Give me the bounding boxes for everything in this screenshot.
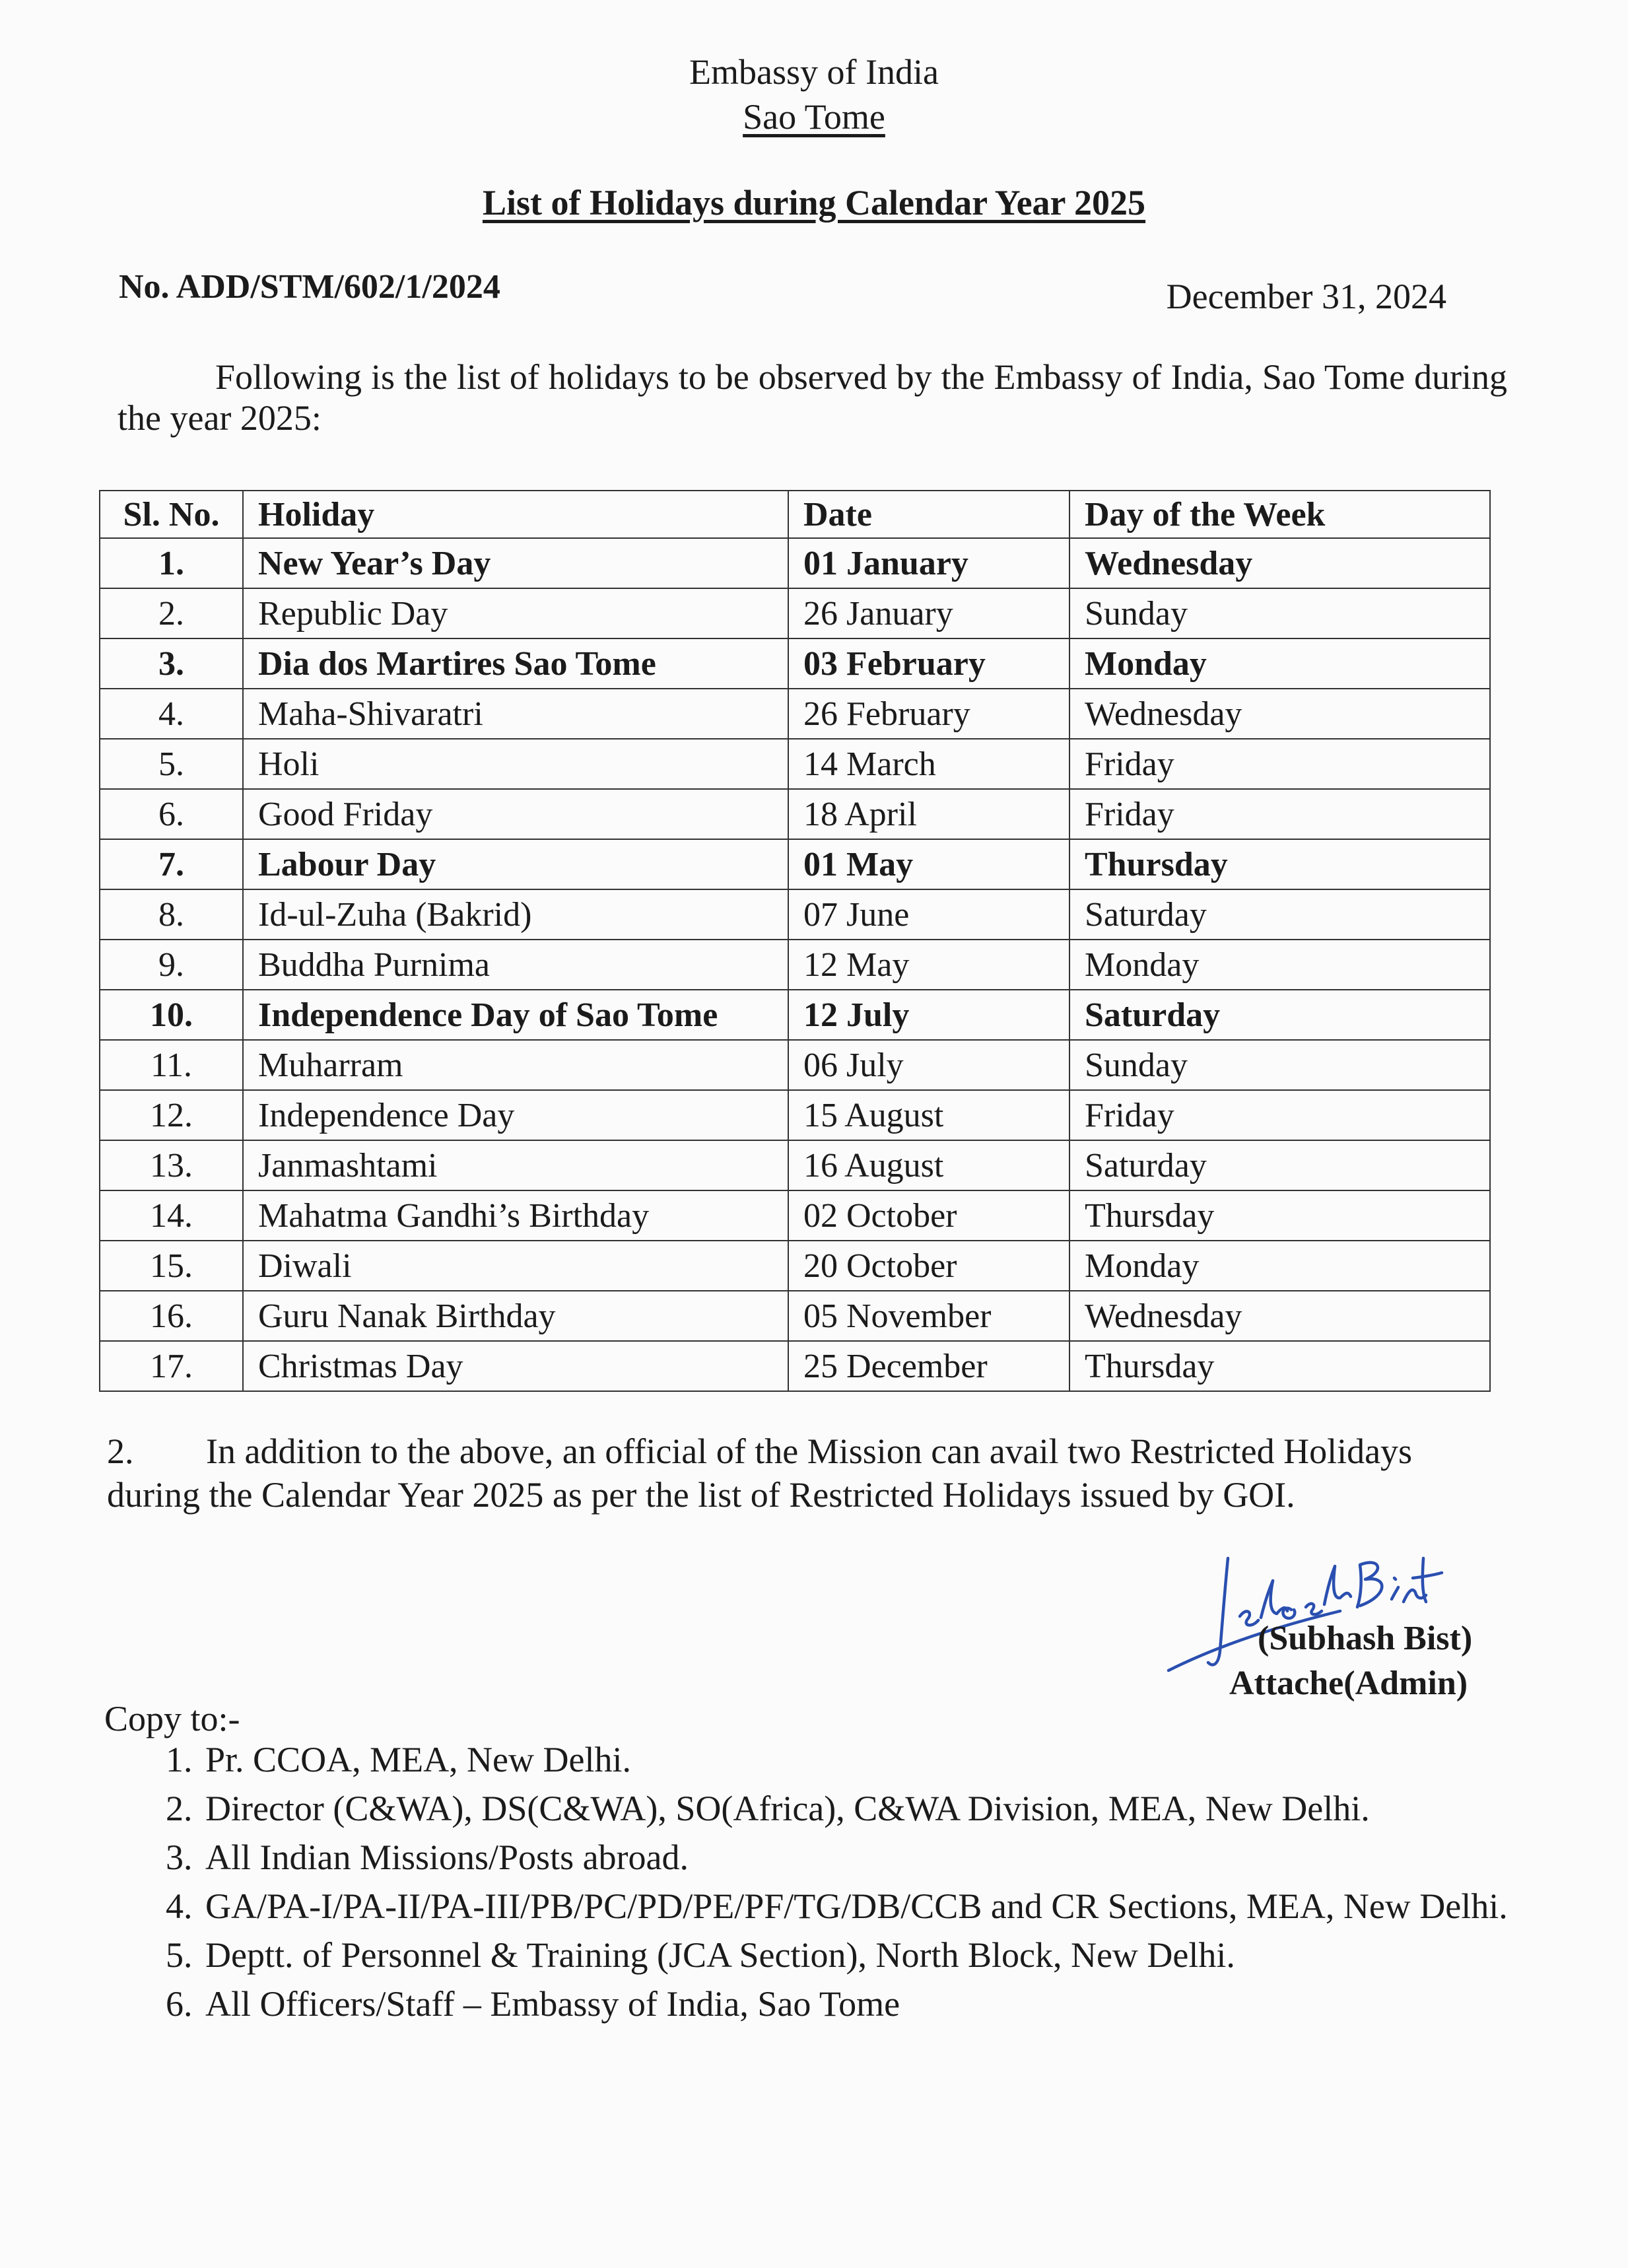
table-row <box>100 1341 1490 1391</box>
cell-holiday: Labour Day <box>243 839 788 889</box>
table-row <box>100 739 1490 789</box>
holiday-table-body <box>100 538 1490 1391</box>
cell-date: 18 April <box>788 789 1069 839</box>
cell-sl-no: 11. <box>100 1040 243 1090</box>
copy-to-list <box>149 1735 1561 2028</box>
cell-date: 14 March <box>788 739 1069 789</box>
cell-holiday: Mahatma Gandhi’s Birthday <box>243 1190 788 1241</box>
cell-holiday: Guru Nanak Birthday <box>243 1291 788 1341</box>
cell-sl-no: 1. <box>100 538 243 588</box>
holiday-table <box>99 490 1491 1392</box>
cell-sl-no: 4. <box>100 689 243 739</box>
list-item: 1. Pr. CCOA, MEA, New Delhi. <box>201 1735 1561 1784</box>
cell-sl-no: 8. <box>100 889 243 940</box>
cell-day: Sunday <box>1069 588 1490 638</box>
cell-holiday: Maha-Shivaratri <box>243 689 788 739</box>
signatory-name: (Subhash Bist) <box>1258 1620 1473 1657</box>
cell-sl-no: 15. <box>100 1241 243 1291</box>
cell-holiday: Muharram <box>243 1040 788 1090</box>
cell-day: Saturday <box>1069 1140 1490 1190</box>
table-row <box>100 1090 1490 1140</box>
cell-day: Sunday <box>1069 1040 1490 1090</box>
cell-day: Thursday <box>1069 1190 1490 1241</box>
cell-date: 16 August <box>788 1140 1069 1190</box>
document-title: List of Holidays during Calendar Year 2025 <box>482 183 1146 223</box>
cell-date: 12 July <box>788 990 1069 1040</box>
cell-date: 15 August <box>788 1090 1069 1140</box>
table-row <box>100 588 1490 638</box>
cell-day: Wednesday <box>1069 689 1490 739</box>
org-city: Sao Tome <box>743 97 885 137</box>
org-name: Embassy of India <box>689 52 939 92</box>
cell-day: Friday <box>1069 789 1490 839</box>
cell-day: Monday <box>1069 1241 1490 1291</box>
cell-day: Friday <box>1069 1090 1490 1140</box>
table-row <box>100 689 1490 739</box>
cell-day: Wednesday <box>1069 1291 1490 1341</box>
cell-date: 02 October <box>788 1190 1069 1241</box>
cell-date: 03 February <box>788 638 1069 689</box>
cell-sl-no: 13. <box>100 1140 243 1190</box>
table-row <box>100 990 1490 1040</box>
reference-number: No. ADD/STM/602/1/2024 <box>119 268 500 306</box>
cell-sl-no: 14. <box>100 1190 243 1241</box>
cell-holiday: Republic Day <box>243 588 788 638</box>
table-row <box>100 1291 1490 1341</box>
cell-sl-no: 17. <box>100 1341 243 1391</box>
cell-date: 25 December <box>788 1341 1069 1391</box>
signature-text: Subhash Bist <box>1162 1530 1218 1541</box>
table-row <box>100 839 1490 889</box>
cell-sl-no: 3. <box>100 638 243 689</box>
cell-date: 26 January <box>788 588 1069 638</box>
cell-sl-no: 10. <box>100 990 243 1040</box>
cell-holiday: Holi <box>243 739 788 789</box>
header-day-of-week: Day of the Week <box>1069 491 1490 538</box>
copy-to-label: Copy to:- <box>104 1699 240 1738</box>
paragraph-2-number: 2. <box>107 1431 134 1471</box>
cell-holiday: Independence Day <box>243 1090 788 1140</box>
table-header-row <box>100 491 1490 538</box>
cell-day: Saturday <box>1069 889 1490 940</box>
cell-date: 26 February <box>788 689 1069 739</box>
table-row <box>100 1140 1490 1190</box>
cell-holiday: Independence Day of Sao Tome <box>243 990 788 1040</box>
cell-date: 01 January <box>788 538 1069 588</box>
cell-holiday: Diwali <box>243 1241 788 1291</box>
cell-day: Thursday <box>1069 839 1490 889</box>
header-holiday: Holiday <box>243 491 788 538</box>
cell-holiday: Janmashtami <box>243 1140 788 1190</box>
list-item: 2. Director (C&WA), DS(C&WA), SO(Africa), C&WA Division, MEA, New Delhi. <box>201 1784 1561 1833</box>
intro-paragraph: Following is the list of holidays to be observed by the Embassy of India, Sao Tome during the year 2025: <box>118 357 1507 438</box>
cell-sl-no: 6. <box>100 789 243 839</box>
cell-date: 20 October <box>788 1241 1069 1291</box>
cell-day: Friday <box>1069 739 1490 789</box>
table-row <box>100 538 1490 588</box>
table-row <box>100 789 1490 839</box>
list-item: 5. Deptt. of Personnel & Training (JCA Section), North Block, New Delhi. <box>201 1931 1561 1979</box>
header-date: Date <box>788 491 1069 538</box>
cell-holiday: Good Friday <box>243 789 788 839</box>
list-item: 3. All Indian Missions/Posts abroad. <box>201 1833 1561 1882</box>
cell-sl-no: 16. <box>100 1291 243 1341</box>
cell-date: 07 June <box>788 889 1069 940</box>
list-item: 6. All Officers/Staff – Embassy of India, Sao Tome <box>201 1979 1561 2028</box>
table-row <box>100 1190 1490 1241</box>
cell-holiday: Id-ul-Zuha (Bakrid) <box>243 889 788 940</box>
table-row <box>100 889 1490 940</box>
header-sl-no: Sl. No. <box>100 491 243 538</box>
cell-day: Saturday <box>1069 990 1490 1040</box>
cell-holiday: Christmas Day <box>243 1341 788 1391</box>
cell-sl-no: 12. <box>100 1090 243 1140</box>
cell-holiday: Dia dos Martires Sao Tome <box>243 638 788 689</box>
paragraph-2-text: In addition to the above, an official of the Mission can avail two Restricted Holidays during the Calendar Year 2025 as per the list of Restricted Holidays issued by GOI. <box>107 1431 1413 1515</box>
cell-sl-no: 7. <box>100 839 243 889</box>
cell-date: 05 November <box>788 1291 1069 1341</box>
cell-holiday: New Year’s Day <box>243 538 788 588</box>
table-row <box>100 1040 1490 1090</box>
cell-date: 06 July <box>788 1040 1069 1090</box>
signatory-designation: Attache(Admin) <box>1229 1665 1468 1702</box>
cell-day: Monday <box>1069 940 1490 990</box>
cell-sl-no: 5. <box>100 739 243 789</box>
cell-day: Thursday <box>1069 1341 1490 1391</box>
cell-day: Wednesday <box>1069 538 1490 588</box>
paragraph-2 <box>107 1429 1507 1517</box>
table-row <box>100 638 1490 689</box>
cell-sl-no: 9. <box>100 940 243 990</box>
reference-date: December 31, 2024 <box>1166 277 1446 316</box>
cell-holiday: Buddha Purnima <box>243 940 788 990</box>
table-row <box>100 940 1490 990</box>
list-item: 4. GA/PA-I/PA-II/PA-III/PB/PC/PD/PE/PF/TG/DB/CCB and CR Sections, MEA, New Delhi. <box>201 1882 1561 1931</box>
cell-sl-no: 2. <box>100 588 243 638</box>
table-row <box>100 1241 1490 1291</box>
cell-date: 12 May <box>788 940 1069 990</box>
cell-day: Monday <box>1069 638 1490 689</box>
cell-date: 01 May <box>788 839 1069 889</box>
